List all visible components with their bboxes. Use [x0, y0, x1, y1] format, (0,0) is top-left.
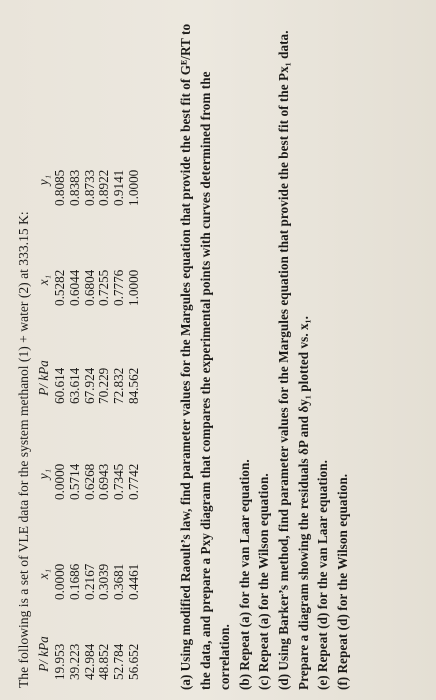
table-cell: 0.3681	[111, 563, 127, 600]
table-cell: 0.8085	[52, 169, 67, 206]
column-header: x₁	[36, 274, 51, 286]
question-label: (b)	[236, 673, 252, 690]
table-cell: 0.7345	[111, 463, 127, 500]
question-label: (e)	[315, 675, 331, 690]
table-cell: 1.0000	[125, 269, 141, 306]
table-cell: 0.6943	[96, 463, 112, 500]
question-text: Using Barker’s method, find parameter values for the Margules equation that provide the best fit of the Px₁ data. Prepare a diagram showing the residuals δP and δy₁ plotted vs. x₁.	[275, 30, 311, 690]
table-cell: 19.953	[52, 643, 67, 680]
table-column-x1-1	[37, 548, 142, 600]
question-text: Repeat (d) for the Wilson equation.	[334, 473, 350, 674]
question-list	[176, 6, 352, 690]
table-cell: 0.6268	[81, 463, 97, 500]
problem-title: The following is a set of VLE data for the system methanol (1) + water (2) at 333.15 K:	[16, 211, 31, 688]
question-text: Repeat (a) for the Wilson equation.	[256, 473, 272, 673]
table-cell: 0.3039	[96, 563, 112, 600]
column-header: x₁	[36, 568, 51, 580]
question-a	[176, 6, 235, 690]
table-cell: 39.223	[66, 643, 82, 680]
question-text: Repeat (a) for the van Laar equation.	[236, 459, 252, 671]
question-f	[333, 6, 353, 690]
table-column-pressure-1	[37, 628, 142, 680]
table-cell: 0.4461	[125, 563, 141, 600]
table-column-y1-1	[37, 448, 142, 500]
table-column-pressure-2	[37, 352, 142, 404]
table-cell: 0.8922	[96, 169, 112, 206]
question-b	[235, 6, 255, 690]
table-cell: 1.0000	[125, 169, 141, 206]
question-label: (c)	[256, 675, 272, 690]
table-cell: 0.7776	[111, 269, 127, 306]
table-cell: 0.0000	[52, 563, 67, 600]
table-cell: 48.852	[96, 643, 112, 680]
table-cell: 42.984	[81, 643, 97, 680]
question-label: (a)	[178, 674, 193, 690]
table-cell: 70.229	[96, 367, 112, 404]
table-cell: 72.832	[111, 367, 127, 404]
table-cell: 60.614	[52, 367, 67, 404]
question-label: (d)	[275, 673, 291, 690]
column-header: P/ kPa	[36, 636, 51, 672]
table-cell: 0.7742	[125, 463, 141, 500]
column-header: P/ kPa	[36, 360, 51, 396]
table-cell: 63.614	[66, 367, 82, 404]
column-header: y₁	[36, 468, 51, 480]
table-cell: 0.0000	[52, 463, 67, 500]
table-cell: 0.5282	[52, 269, 67, 306]
table-cell: 0.8733	[81, 169, 97, 206]
table-cell: 0.2167	[81, 563, 97, 600]
table-cell: 0.5714	[66, 463, 82, 500]
table-cell: 0.7255	[96, 269, 112, 306]
table-cell: 0.8383	[66, 169, 82, 206]
table-column-x1-2	[37, 254, 142, 306]
question-text: Using modified Raoult’s law, find parameter values for the Margules equation that provide the best fit of Gᴱ/RT to the data, and prepare a Pxy diagram that compares the experimental points with curves determined from the correlation.	[178, 23, 233, 690]
question-c	[254, 6, 274, 690]
table-cell: 84.562	[125, 367, 141, 404]
question-d	[274, 6, 313, 690]
table-cell: 0.9141	[111, 169, 127, 206]
table-cell: 0.6044	[66, 269, 82, 306]
table-cell: 0.1686	[66, 563, 82, 600]
table-cell: 52.784	[111, 643, 127, 680]
question-e	[313, 6, 333, 690]
table-cell: 0.6804	[81, 269, 97, 306]
table-column-y1-2	[37, 154, 142, 206]
table-cell: 67.924	[81, 367, 97, 404]
question-label: (f)	[334, 676, 350, 690]
column-header: y₁	[36, 174, 51, 186]
question-text: Repeat (d) for the van Laar equation.	[315, 460, 331, 673]
table-cell: 56.652	[125, 643, 141, 680]
